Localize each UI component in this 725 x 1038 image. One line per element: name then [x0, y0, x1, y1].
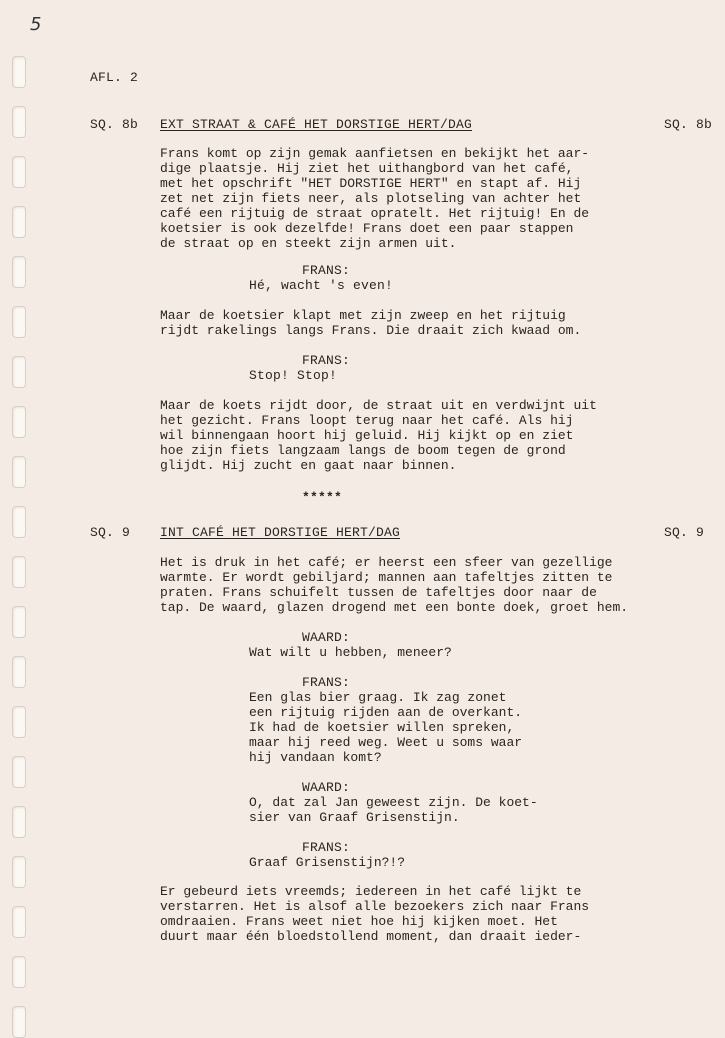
binder-hole	[12, 56, 26, 88]
dialogue-block	[249, 690, 522, 765]
dialogue-line: Wat wilt u hebben, meneer?	[249, 645, 452, 660]
binder-hole	[12, 856, 26, 888]
text-line: tap. De waard, glazen drogend met een bonte doek, groet hem.	[160, 600, 629, 615]
text-line: duurt maar één bloedstollend moment, dan draait ieder-	[160, 929, 582, 944]
dialogue-block	[249, 795, 538, 825]
binder-hole	[12, 756, 26, 788]
dialogue-line: O, dat zal Jan geweest zijn. De koet-	[249, 795, 538, 810]
binder-hole	[12, 406, 26, 438]
dialogue-line: Ik had de koetsier willen spreken,	[249, 720, 515, 735]
binder-hole	[12, 206, 26, 238]
action-paragraph	[160, 555, 628, 615]
text-line: met het opschrift "HET DORSTIGE HERT" en stapt af. Hij	[160, 176, 582, 191]
sequence-label-left: SQ. 8b	[90, 117, 139, 132]
binder-hole	[12, 506, 26, 538]
sequence-label-left: SQ. 9	[90, 525, 131, 540]
binder-hole	[12, 306, 26, 338]
dialogue-line: een rijtuig rijden aan de overkant.	[249, 705, 523, 720]
binder-hole	[12, 356, 26, 388]
text-line: wil binnengaan hoort hij geluid. Hij kijkt op en ziet	[160, 428, 574, 443]
text-line: dige plaatsje. Hij ziet het uithangbord van het café,	[160, 161, 574, 176]
dialogue-line: maar hij reed weg. Weet u soms waar	[249, 735, 523, 750]
character-name: WAARD:	[302, 630, 351, 645]
binder-hole	[12, 156, 26, 188]
binder-holes	[10, 0, 30, 1024]
scene-heading: EXT STRAAT & CAFÉ HET DORSTIGE HERT/DAG	[160, 117, 473, 132]
binder-hole	[12, 706, 26, 738]
text-line: verstarren. Het is alsof alle bezoekers zich naar Frans	[160, 899, 590, 914]
action-paragraph	[160, 398, 597, 473]
binder-hole	[12, 106, 26, 138]
dialogue-block	[249, 855, 405, 870]
sequence-label-right: SQ. 9	[664, 525, 705, 540]
dialogue-line: Stop! Stop!	[249, 368, 338, 383]
dialogue-line: Hé, wacht 's even!	[249, 278, 394, 293]
text-line: rijdt rakelings langs Frans. Die draait zich kwaad om.	[160, 323, 582, 338]
text-line: omdraaien. Frans weet niet hoe hij kijken moet. Het	[160, 914, 558, 929]
episode-label: AFL. 2	[90, 70, 139, 85]
binder-hole	[12, 606, 26, 638]
binder-hole	[12, 256, 26, 288]
action-paragraph	[160, 146, 589, 251]
text-line: Maar de koetsier klapt met zijn zweep en het rijtuig	[160, 308, 566, 323]
dialogue-line: Graaf Grisenstijn?!?	[249, 855, 406, 870]
text-line: warmte. Er wordt gebiljard; mannen aan tafeltjes zitten te	[160, 570, 613, 585]
scene-separator: *****	[302, 490, 343, 505]
dialogue-line: Een glas bier graag. Ik zag zonet	[249, 690, 507, 705]
binder-hole	[12, 1006, 26, 1038]
binder-hole	[12, 556, 26, 588]
text-line: glijdt. Hij zucht en gaat naar binnen.	[160, 458, 457, 473]
text-line: Er gebeurd iets vreemds; iedereen in het café lijkt te	[160, 884, 582, 899]
scene-heading: INT CAFÉ HET DORSTIGE HERT/DAG	[160, 525, 401, 540]
character-name: WAARD:	[302, 780, 351, 795]
sequence-label-right: SQ. 8b	[664, 117, 713, 132]
action-paragraph	[160, 884, 589, 944]
binder-hole	[12, 806, 26, 838]
dialogue-block	[249, 645, 452, 660]
text-line: Maar de koets rijdt door, de straat uit en verdwijnt uit	[160, 398, 597, 413]
text-line: zet net zijn fiets neer, als plotseling van achter het	[160, 191, 582, 206]
dialogue-line: hij vandaan komt?	[249, 750, 382, 765]
action-paragraph	[160, 308, 581, 338]
text-line: hoe zijn fiets langzaam langs de boom tegen de grond	[160, 443, 566, 458]
dialogue-line: sier van Graaf Grisenstijn.	[249, 810, 460, 825]
character-name: FRANS:	[302, 675, 351, 690]
character-name: FRANS:	[302, 840, 351, 855]
text-line: café een rijtuig de straat opratelt. Het rijtuig! En de	[160, 206, 590, 221]
text-line: praten. Frans schuifelt tussen de tafeltjes door naar de	[160, 585, 597, 600]
text-line: het gezicht. Frans loopt terug naar het café. Als hij	[160, 413, 574, 428]
binder-hole	[12, 906, 26, 938]
character-name: FRANS:	[302, 263, 351, 278]
text-line: Het is druk in het café; er heerst een sfeer van gezellige	[160, 555, 613, 570]
character-name: FRANS:	[302, 353, 351, 368]
text-line: koetsier is ook dezelfde! Frans doet een paar stappen	[160, 221, 574, 236]
page-number-handwritten: 5	[30, 14, 42, 35]
binder-hole	[12, 456, 26, 488]
binder-hole	[12, 956, 26, 988]
binder-hole	[12, 656, 26, 688]
text-line: de straat op en steekt zijn armen uit.	[160, 236, 457, 251]
text-line: Frans komt op zijn gemak aanfietsen en bekijkt het aar-	[160, 146, 590, 161]
